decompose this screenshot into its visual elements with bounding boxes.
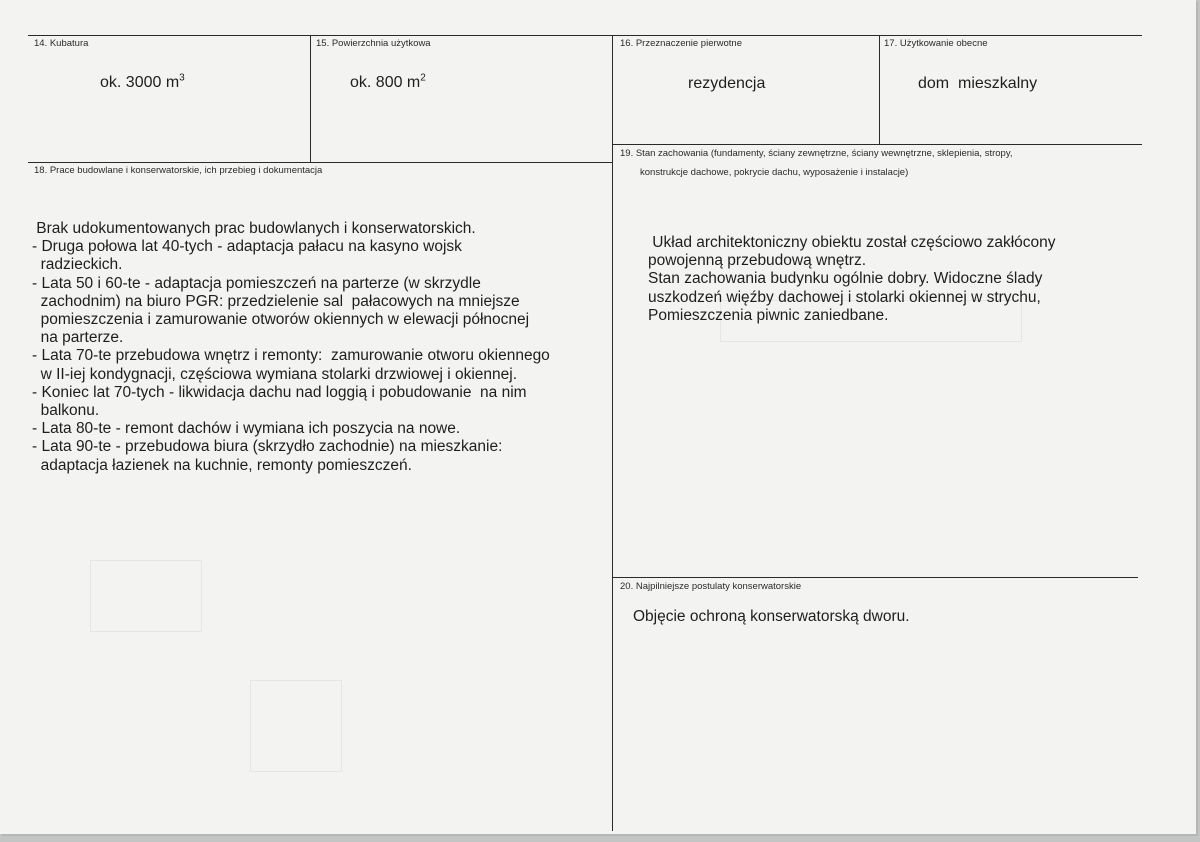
- field-15-exponent: 2: [420, 72, 426, 84]
- field-14-exponent: 3: [179, 72, 185, 84]
- field-18-line: w II-iej kondygnacji, częściowa wymiana stolarki drzwiowej i okiennej.: [32, 365, 517, 383]
- field-19-line: uszkodzeń więźby dachowej i stolarki okiennej w strychu,: [648, 288, 1041, 306]
- rule-14-15-bottom: [28, 162, 612, 163]
- field-19-label: 19. Stan zachowania (fundamenty, ściany zewnętrzne, ściany wewnętrzne, sklepienia, stropy,: [620, 148, 1013, 159]
- field-18-line: balkonu.: [32, 402, 100, 420]
- field-14-value: [100, 73, 185, 92]
- field-16-label: 16. Przeznaczenie pierwotne: [620, 38, 742, 49]
- field-18-line: adaptacja łazienek na kuchnie, remonty pomieszczeń.: [32, 456, 412, 474]
- field-19-label-continued: konstrukcje dachowe, pokrycie dachu, wyposażenie i instalacje): [640, 167, 909, 178]
- field-14-label: 14. Kubatura: [34, 38, 89, 49]
- top-rule: [28, 35, 1142, 36]
- field-20-label: 20. Najpilniejsze postulaty konserwatorskie: [620, 581, 802, 592]
- field-18-line: - Lata 50 i 60-te - adaptacja pomieszczeń na parterze (w skrzydle: [32, 274, 481, 292]
- field-19-line: powojenną przebudową wnętrz.: [648, 252, 866, 270]
- field-18-line: - Lata 80-te - remont dachów i wymiana ich poszycia na nowe.: [32, 420, 461, 438]
- field-18-line: radzieckich.: [32, 256, 123, 274]
- field-18-line: - Lata 70-te przebudowa wnętrz i remonty: zamurowanie otworu okiennego: [32, 347, 550, 365]
- field-16-value: rezydencja: [688, 75, 766, 92]
- field-18-line: - Druga połowa lat 40-tych - adaptacja pałacu na kasyno wojsk: [32, 238, 462, 256]
- field-15-value: [350, 73, 426, 92]
- field-18-label: 18. Prace budowlane i konserwatorskie, ich przebieg i dokumentacja: [34, 165, 323, 176]
- divider-16-17: [879, 35, 880, 144]
- field-18-line: na parterze.: [32, 329, 124, 347]
- show-through-mark: [250, 680, 342, 772]
- field-18-line: - Koniec lat 70-tych - likwidacja dachu nad loggią i pobudowanie na nim: [32, 383, 527, 401]
- field-18-line: Brak udokumentowanych prac budowlanych i konserwatorskich.: [32, 220, 476, 237]
- field-18-line: - Lata 90-te - przebudowa biura (skrzydło zachodnie) na mieszkanie:: [32, 438, 503, 456]
- field-14-value-text: ok. 3000 m: [100, 74, 180, 91]
- rule-16-17-bottom: [612, 144, 1142, 145]
- field-15-label: 15. Powierzchnia użytkowa: [316, 38, 431, 49]
- show-through-mark: [90, 560, 202, 632]
- rule-19-bottom: [612, 577, 1138, 578]
- main-divider: [612, 35, 613, 831]
- field-19-line: Stan zachowania budynku ogólnie dobry. Widoczne ślady: [648, 270, 1043, 288]
- field-20-value: Objęcie ochroną konserwatorską dworu.: [633, 608, 910, 625]
- field-17-label: 17. Użytkowanie obecne: [884, 38, 988, 49]
- field-15-value-text: ok. 800 m: [350, 74, 421, 91]
- divider-14-15: [310, 35, 311, 162]
- field-19-line: Pomieszczenia piwnic zaniedbane.: [648, 306, 889, 324]
- field-18-line: pomieszczenia i zamurowanie otworów okiennych w elewacji północnej: [32, 311, 530, 329]
- field-19-text: [648, 234, 1056, 325]
- field-17-value: dom mieszkalny: [918, 75, 1038, 92]
- field-18-text: [32, 220, 550, 475]
- field-19-line: Układ architektoniczny obiektu został częściowo zakłócony: [648, 234, 1056, 251]
- field-18-line: zachodnim) na biuro PGR: przedzielenie sal pałacowych na mniejsze: [32, 292, 520, 310]
